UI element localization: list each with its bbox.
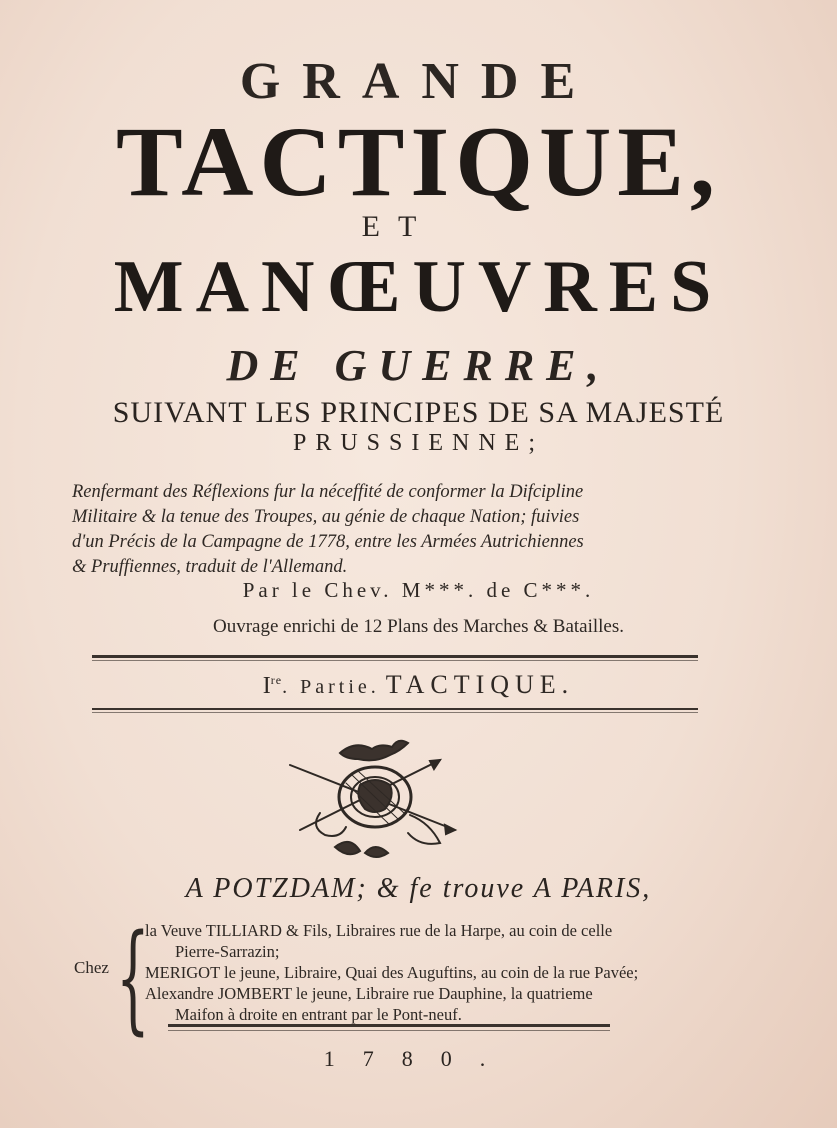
imprint-line: MERIGOT le jeune, Libraire, Quai des Auguftins, au coin de la rue Pavée;: [145, 963, 639, 982]
part-heading: [0, 670, 837, 700]
description-line: & Pruffiennes, traduit de l'Allemand.: [72, 557, 348, 577]
part-name: TACTIQUE.: [385, 670, 575, 699]
imprint-line: Pierre-Sarrazin;: [175, 942, 280, 961]
bottom-rule-thin: [92, 712, 698, 713]
top-rule-thin: [92, 660, 698, 661]
description-line: d'un Précis de la Campagne de 1778, entre les Armées Autrichiennes: [72, 532, 584, 552]
imprint-place: A POTZDAM; & fe trouve A PARIS,: [185, 873, 652, 904]
title-line-et: ET: [361, 210, 435, 243]
part-numeral-sup: re: [270, 673, 283, 687]
imprint-rule: [168, 1024, 610, 1027]
imprint-line: la Veuve TILLIARD & Fils, Libraires rue de la Harpe, au coin de celle: [145, 921, 613, 940]
publication-year: 1780.: [323, 1046, 514, 1071]
plans-note: Ouvrage enrichi de 12 Plans des Marches & Batailles.: [212, 616, 625, 637]
imprint-rule-thin: [168, 1030, 610, 1031]
imprint-chez: Chez: [74, 958, 109, 977]
title-line-manoeuvres: MANŒUVRES: [113, 246, 724, 328]
top-rule: [92, 655, 698, 658]
title-line-grande: GRANDE: [239, 53, 598, 110]
author-line: Par le Chev. M***. de C***.: [242, 578, 595, 602]
subtitle-principes: SUIVANT LES PRINCIPES DE SA MAJESTÉ: [112, 396, 725, 429]
part-label: . Partie.: [282, 676, 380, 698]
description-line: Militaire & la tenue des Troupes, au génie de chaque Nation; fuivies: [72, 507, 580, 527]
trophy-of-arms-ornament: [280, 735, 470, 865]
imprint-line: Alexandre JOMBERT le jeune, Libraire rue Dauphine, la quatrieme: [145, 984, 593, 1003]
description-line: Renfermant des Réflexions fur la néceffité de conformer la Difcipline: [72, 482, 584, 502]
bottom-rule: [92, 708, 698, 710]
imprint-line: Maifon à droite en entrant par le Pont-neuf.: [175, 1005, 462, 1024]
subtitle-prussienne: PRUSSIENNE;: [292, 430, 545, 456]
curly-brace: {: [116, 908, 150, 1046]
imprint-addresses: [145, 920, 715, 1025]
title-line-tactique: TACTIQUE,: [115, 106, 722, 217]
title-line-de-guerre: DE GUERRE,: [226, 341, 611, 390]
description-block: [72, 480, 712, 580]
part-numeral: I: [262, 673, 271, 699]
